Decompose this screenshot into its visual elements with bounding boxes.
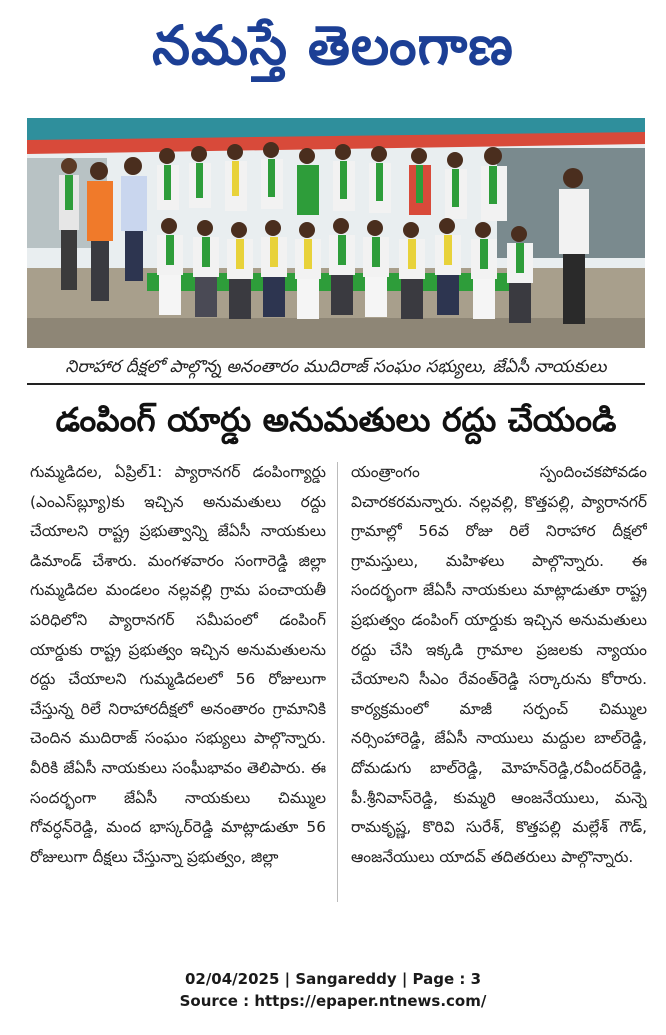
page-footer: [0, 968, 666, 1012]
article-paragraph: గుమ్మడిదల, ఏప్రిల్1: ప్యారానగర్ డంపింగ్యార్డు (ఎంఎస్‌బ్ల్యూ)కు ఇచ్చిన అనుమతులు రద్దు చేయాలని రాష్ట్ర ప్రభుత్వాన్ని జేఏసీ నాయకులు డిమాండ్ చేశారు. మంగళవారం సంగారెడ్డి జిల్లా గుమ్మడిదల మండలం నల్లవల్లి గ్రామ పంచాయతీ పరిధిలోని ప్యారానగర్ సమీపంలో డంపింగ్ యార్డుకు రాష్ట్ర ప్రభుత్వం ఇచ్చిన అనుమతులను రద్దు చేయాలని గుమ్మడిదలలో 56 రోజులుగా చేస్తున్న రిలే నిరాహారదీక్షలో అనంతారం గ్రామానికి చెందిన ముదిరాజ్ సంఘం సభ్యులు పాల్గొన్నారు. వీరికి జేఏసీ నాయకులు సంఘీభావం తెలిపారు. ఈ సందర్భంగా జేఏసీ నాయకులు చిమ్ముల గోవర్ధన్‌రెడ్డి, మంద భాస్కర్‌రెడ్డి మాట్లాడుతూ 56 రోజులుగా దీక్షలు చేస్తున్నా ప్రభుత్వం, జిల్లా: [30, 463, 326, 866]
masthead: [0, 6, 666, 86]
column-divider: [337, 462, 338, 902]
group-photo-illustration: [27, 118, 645, 348]
article-headline: డంపింగ్ యార్డు అనుమతులు రద్దు చేయండి: [55, 400, 617, 439]
newspaper-title: నమస్తే తెలంగాణ: [152, 14, 514, 77]
article-paragraph: యంత్రాంగం స్పందించకపోవడం విచారకరమన్నారు. నల్లవల్లి, కొత్తపల్లి, ప్యారానగర్ గ్రామాల్లో 56వ రోజు రిలే నిరాహార దీక్షలో గ్రామస్తులు, మహిళలు పాల్గొన్నారు. ఈ సందర్భంగా జేఏసీ నాయకులు మాట్లాడుతూ రాష్ట్ర ప్రభుత్వం డంపింగ్ యార్డుకు ఇచ్చిన అనుమతులు రద్దు చేసి ఇక్కడి గ్రామాల ప్రజలకు న్యాయం చేయాలని సీఎం రేవంత్‌రెడ్డి సర్కారును కోరారు. కార్యక్రమంలో మాజీ సర్పంచ్ చిమ్ముల నర్సింహారెడ్డి, జేఏసీ నాయులు మద్దుల బాల్‌రెడ్డి, దోమడుగు బాల్‌రెడ్డి, మోహన్‌రెడ్డి,రవీందర్‌రెడ్డి, పీ.శ్రీనివాస్‌రెడ్డి, కుమ్మరి ఆంజనేయులు, మన్నె రామకృష్ణ, కొరివి సురేశ్, కొత్తపల్లి మల్లేశ్ గౌడ్, ఆంజనేయులు యాదవ్ తదితరులు పాల్గొన్నారు.: [351, 463, 647, 866]
footer-source: Source : https://epaper.ntnews.com/: [179, 992, 487, 1010]
caption-divider: [27, 383, 645, 385]
news-photo: [27, 118, 645, 348]
article-column-right: [351, 458, 647, 908]
footer-date-edition: 02/04/2025 | Sangareddy | Page : 3: [184, 970, 482, 988]
article-column-left: [30, 458, 326, 908]
photo-caption: నిరాహార దీక్షలో పాల్గొన్న అనంతారం ముదిరాజ్ సంఘం సభ్యులు, జేఏసీ నాయకులు: [65, 357, 607, 377]
